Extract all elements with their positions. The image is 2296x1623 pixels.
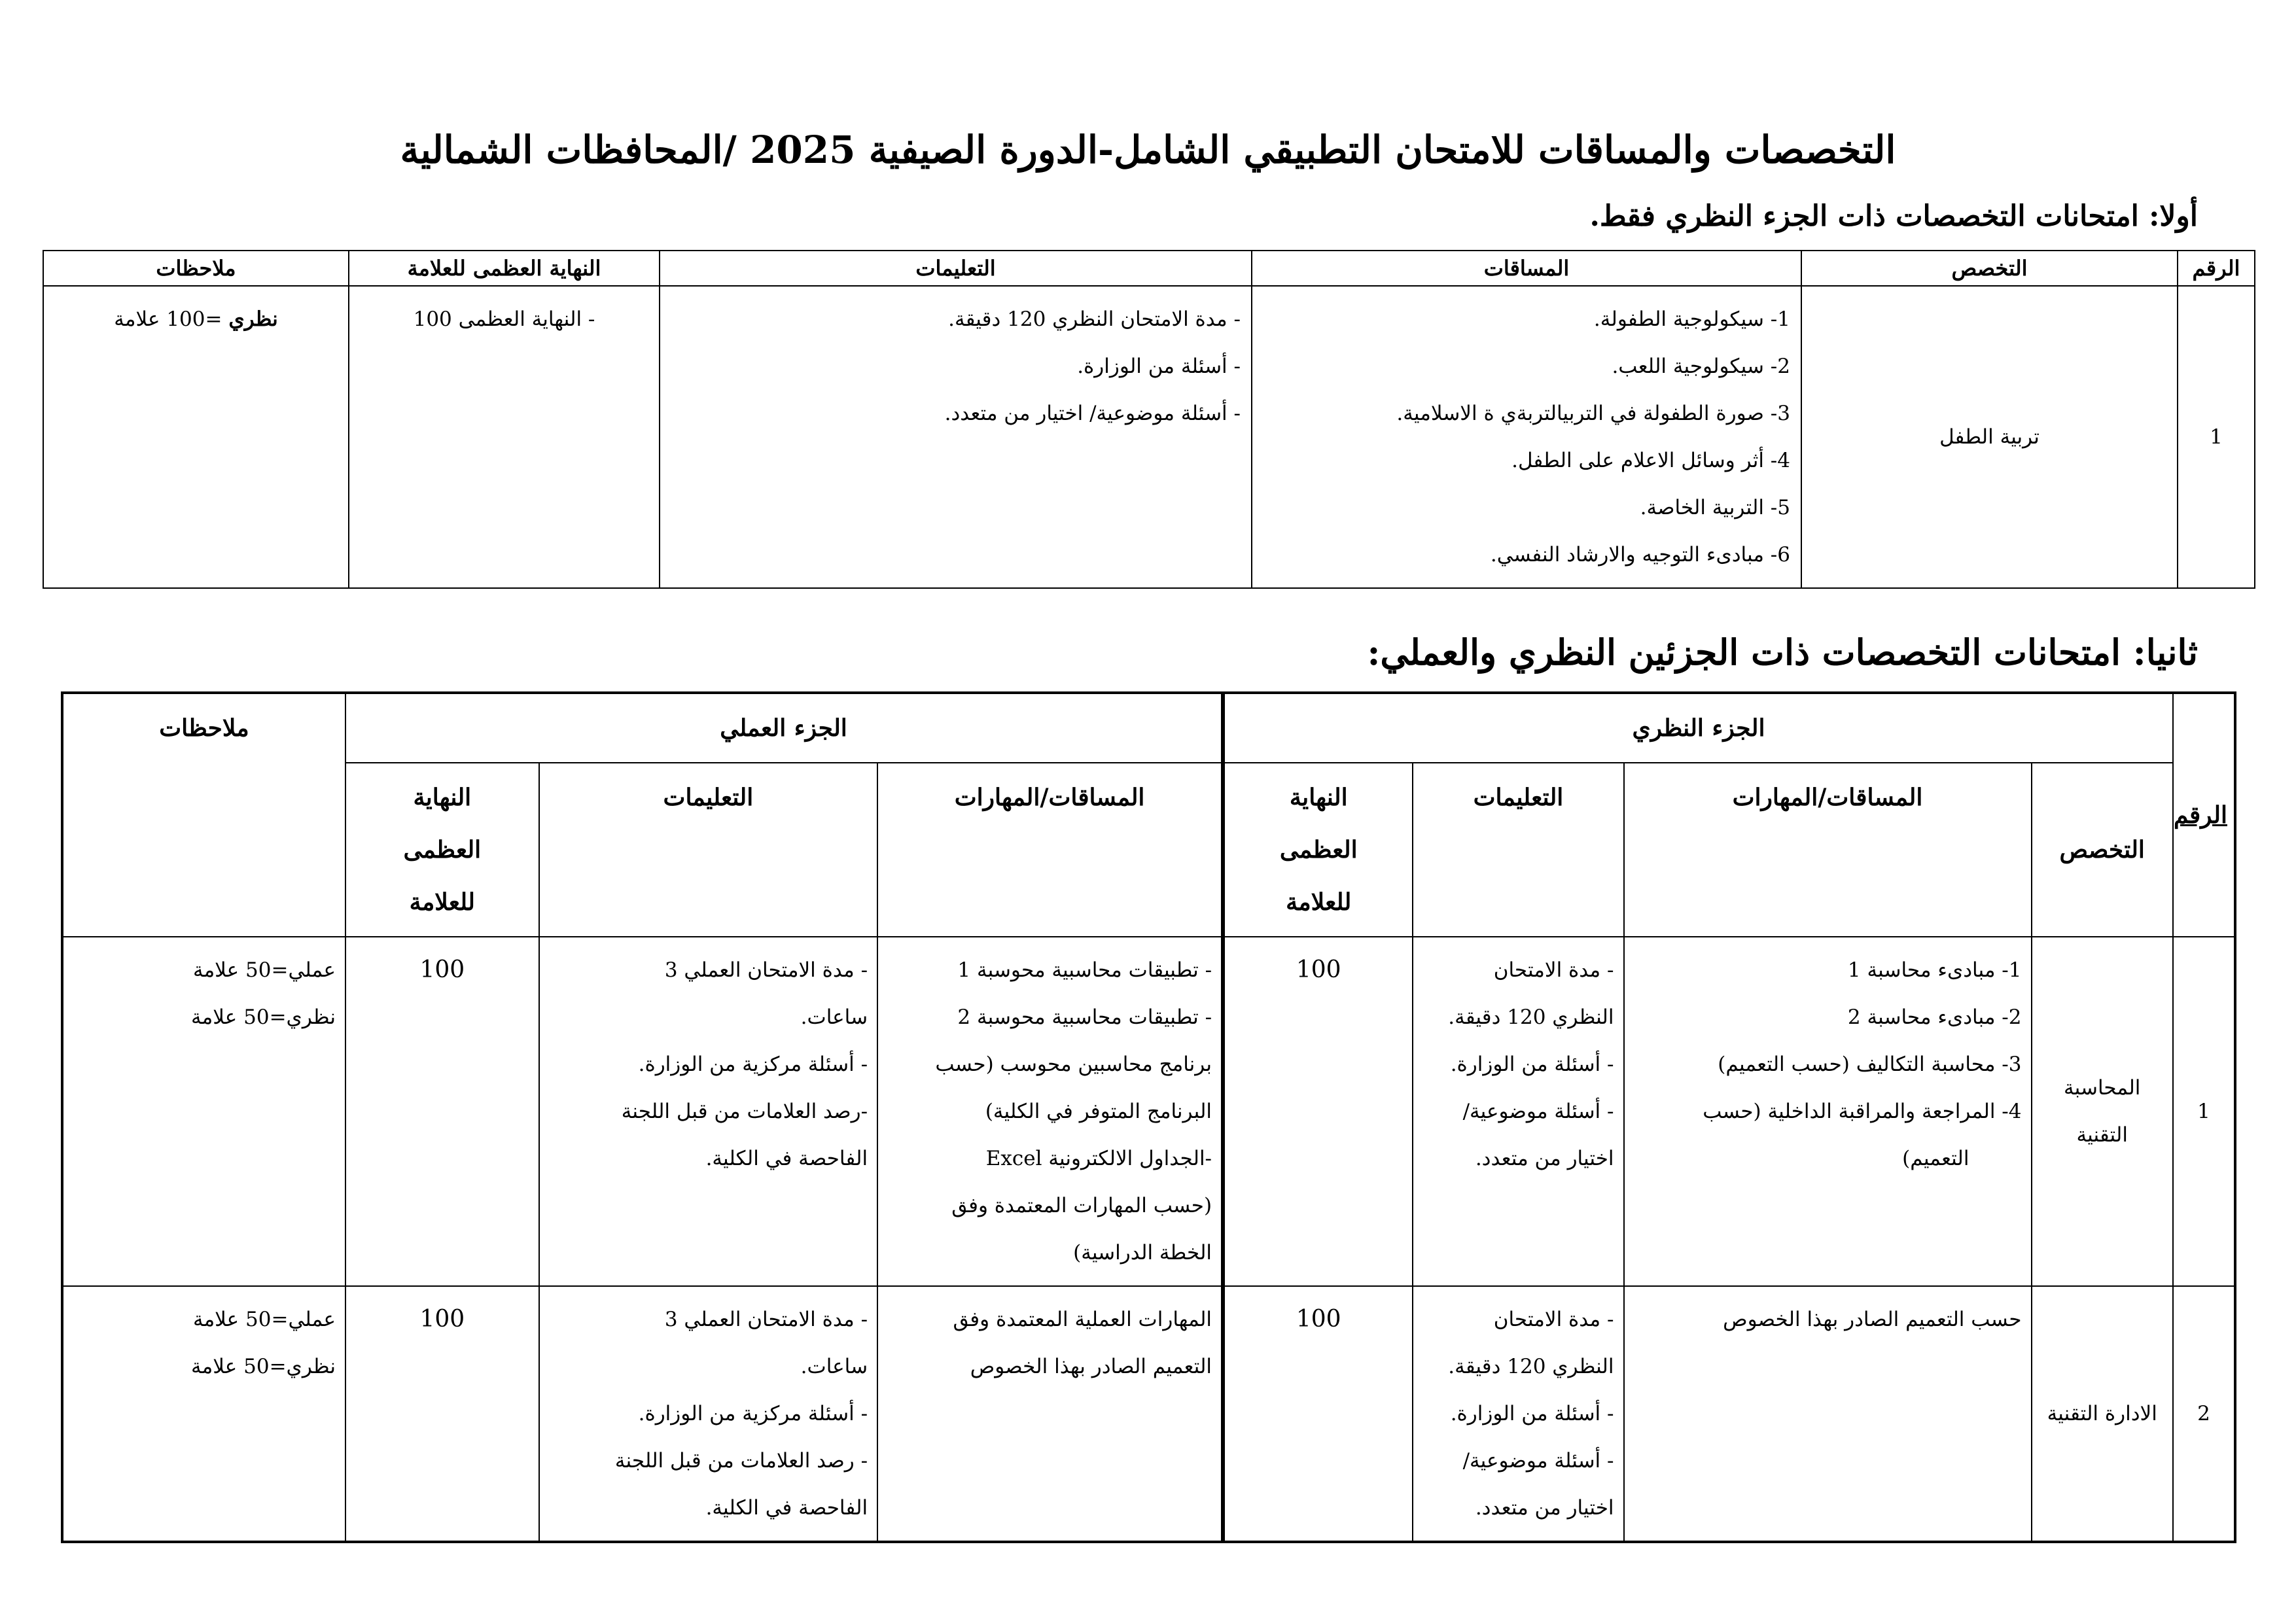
- table-header-row: [62, 693, 2235, 763]
- table-header-row: [43, 251, 2255, 286]
- skill-line: برنامج محاسبين محوسب (حسب: [935, 1053, 1212, 1076]
- instruction-line: النظري 120 دقيقة.: [1448, 1005, 1614, 1029]
- row-theory-courses: [1624, 937, 2032, 1286]
- table-subheader-row: [62, 763, 2235, 937]
- section-2-title: ثانيا: امتحانات التخصصات ذات الجزئين النظري والعملي:: [1367, 631, 2198, 673]
- header-specialization: التخصص: [1801, 251, 2178, 286]
- row-theory-courses: [1624, 1286, 2032, 1542]
- page-title: التخصصات والمساقات للامتحان التطبيقي الشامل-الدورة الصيفية 2025 /المحافظات الشمالية: [400, 128, 1896, 172]
- course-line: حسب التعميم الصادر بهذا الخصوص: [1723, 1308, 2022, 1331]
- row-practical-skills: [877, 937, 1223, 1286]
- row-specialization: تربية الطفل: [1801, 286, 2178, 588]
- instruction-line: - أسئلة من الوزارة.: [1450, 1402, 1614, 1425]
- instruction-line: اختيار من متعدد.: [1475, 1147, 1614, 1170]
- row-practical-max: 100: [345, 1286, 539, 1542]
- header-number: الرقم: [2173, 693, 2235, 937]
- course-line: 1- مبادىء محاسبة 1: [1847, 958, 2022, 982]
- course-line: 6- مبادىء التوجيه والارشاد النفسي.: [1490, 543, 1790, 567]
- header-theory-part: الجزء النظري: [1223, 693, 2173, 763]
- notes-line: نظري=50 علامة: [191, 1355, 336, 1378]
- skill-line: -الجداول الالكترونية Excel: [985, 1147, 1212, 1170]
- row-notes: [43, 286, 349, 588]
- row-notes: [62, 1286, 345, 1542]
- instruction-line: - مدة الامتحان: [1493, 958, 1614, 982]
- row-number: 1: [2178, 286, 2255, 588]
- instruction-line: - مدة الامتحان العملي 3: [664, 958, 868, 982]
- row-practical-instructions: [539, 1286, 877, 1542]
- row-theory-max: 100: [1223, 937, 1413, 1286]
- skill-line: - تطبيقات محاسبية محوسبة 2: [957, 1005, 1212, 1029]
- max-line: النهاية: [1289, 784, 1348, 811]
- header-instructions: التعليمات: [660, 251, 1252, 286]
- table-row: [62, 1286, 2235, 1542]
- row-specialization: المحاسبة التقنية: [2032, 937, 2173, 1286]
- header-practical-instructions: التعليمات: [539, 763, 877, 937]
- course-line: 4- أثر وسائل الاعلام على الطفل.: [1511, 449, 1790, 472]
- instruction-line: - أسئلة مركزية من الوزارة.: [638, 1053, 868, 1076]
- max-line: العظمى: [1279, 836, 1358, 864]
- skill-line: الخطة الدراسية): [1073, 1241, 1212, 1265]
- course-line: 1- سيكولوجية الطفولة.: [1593, 307, 1790, 331]
- header-theory-max: [1223, 763, 1413, 937]
- instruction-line: - مدة الامتحان: [1493, 1308, 1614, 1331]
- row-practical-instructions: [539, 937, 877, 1286]
- max-line: للعلامة: [1286, 888, 1352, 916]
- table-row: [62, 937, 2235, 1286]
- row-theory-max: 100: [1223, 1286, 1413, 1542]
- course-line: 4- المراجعة والمراقبة الداخلية (حسب: [1703, 1100, 2022, 1123]
- row-number: 1: [2173, 937, 2235, 1286]
- skill-line: التعميم الصادر بهذا الخصوص: [970, 1355, 1212, 1378]
- instruction-line: - أسئلة مركزية من الوزارة.: [638, 1402, 868, 1425]
- course-line: التعميم): [1902, 1147, 1969, 1170]
- header-practical-part: الجزء العملي: [345, 693, 1223, 763]
- course-line: 2- سيكولوجية اللعب.: [1612, 355, 1790, 378]
- course-line: 3- صورة الطفولة في التربيالتربةي ة الاسلامية.: [1396, 402, 1790, 425]
- table-row: [43, 286, 2255, 588]
- instruction-line: اختيار من متعدد.: [1475, 1496, 1614, 1520]
- instruction-line: - مدة الامتحان النظري 120 دقيقة.: [948, 307, 1241, 331]
- header-practical-max: [345, 763, 539, 937]
- row-specialization: الادارة التقنية: [2032, 1286, 2173, 1542]
- header-specialization: التخصص: [2032, 763, 2173, 937]
- instruction-line: ساعات.: [800, 1005, 868, 1029]
- row-courses: [1252, 286, 1801, 588]
- row-theory-instructions: [1413, 1286, 1623, 1542]
- instruction-line: - رصد العلامات من قبل اللجنة: [614, 1449, 868, 1473]
- notes-line: عملي=50 علامة: [192, 1308, 336, 1331]
- skill-line: (حسب المهارات المعتمدة وفق: [951, 1194, 1212, 1217]
- skill-line: - تطبيقات محاسبية محوسبة 1: [957, 958, 1212, 982]
- header-courses: المساقات: [1252, 251, 1801, 286]
- instruction-line: - مدة الامتحان العملي 3: [664, 1308, 868, 1331]
- theory-only-table: [43, 250, 2255, 589]
- course-line: 2- مبادىء محاسبة 2: [1847, 1005, 2022, 1029]
- instruction-line: الفاحصة في الكلية.: [705, 1147, 868, 1170]
- header-notes: ملاحظات: [62, 693, 345, 937]
- instruction-line: - أسئلة موضوعية/: [1462, 1449, 1614, 1473]
- instruction-line: النظري 120 دقيقة.: [1448, 1355, 1614, 1378]
- max-line: النهاية: [413, 784, 472, 811]
- notes-line: نظري=50 علامة: [191, 1005, 336, 1029]
- header-max-mark: النهاية العظمى للعلامة: [349, 251, 660, 286]
- max-line: العظمى: [403, 836, 482, 864]
- header-notes: ملاحظات: [43, 251, 349, 286]
- course-line: 5- التربية الخاصة.: [1640, 496, 1790, 519]
- row-max-mark: - النهاية العظمى 100: [349, 286, 660, 588]
- instruction-line: الفاحصة في الكلية.: [705, 1496, 868, 1520]
- notes-rest: =100 علامة: [114, 307, 229, 331]
- instruction-line: ساعات.: [800, 1355, 868, 1378]
- course-line: 3- محاسبة التكاليف (حسب التعميم): [1718, 1053, 2022, 1076]
- header-number: الرقم: [2178, 251, 2255, 286]
- instruction-line: -رصد العلامات من قبل اللجنة: [621, 1100, 868, 1123]
- row-practical-max: 100: [345, 937, 539, 1286]
- header-theory-instructions: التعليمات: [1413, 763, 1623, 937]
- row-number: 2: [2173, 1286, 2235, 1542]
- row-notes: [62, 937, 345, 1286]
- header-theory-courses: المساقات/المهارات: [1624, 763, 2032, 937]
- notes-bold: نظري: [228, 307, 278, 331]
- instruction-line: - أسئلة من الوزارة.: [1077, 355, 1241, 378]
- skill-line: المهارات العملية المعتمدة وفق: [953, 1308, 1212, 1331]
- instruction-line: - أسئلة من الوزارة.: [1450, 1053, 1614, 1076]
- row-practical-skills: [877, 1286, 1223, 1542]
- row-theory-instructions: [1413, 937, 1623, 1286]
- instruction-line: - أسئلة موضوعية/ اختيار من متعدد.: [944, 402, 1241, 425]
- section-1-title: أولا: امتحانات التخصصات ذات الجزء النظري فقط.: [1589, 200, 2198, 233]
- theory-practical-table: [61, 691, 2236, 1543]
- header-practical-skills: المساقات/المهارات: [877, 763, 1223, 937]
- skill-line: البرنامج المتوفر في الكلية): [985, 1100, 1212, 1123]
- notes-line: عملي=50 علامة: [192, 958, 336, 982]
- row-instructions: [660, 286, 1252, 588]
- max-line: للعلامة: [409, 888, 475, 916]
- instruction-line: - أسئلة موضوعية/: [1462, 1100, 1614, 1123]
